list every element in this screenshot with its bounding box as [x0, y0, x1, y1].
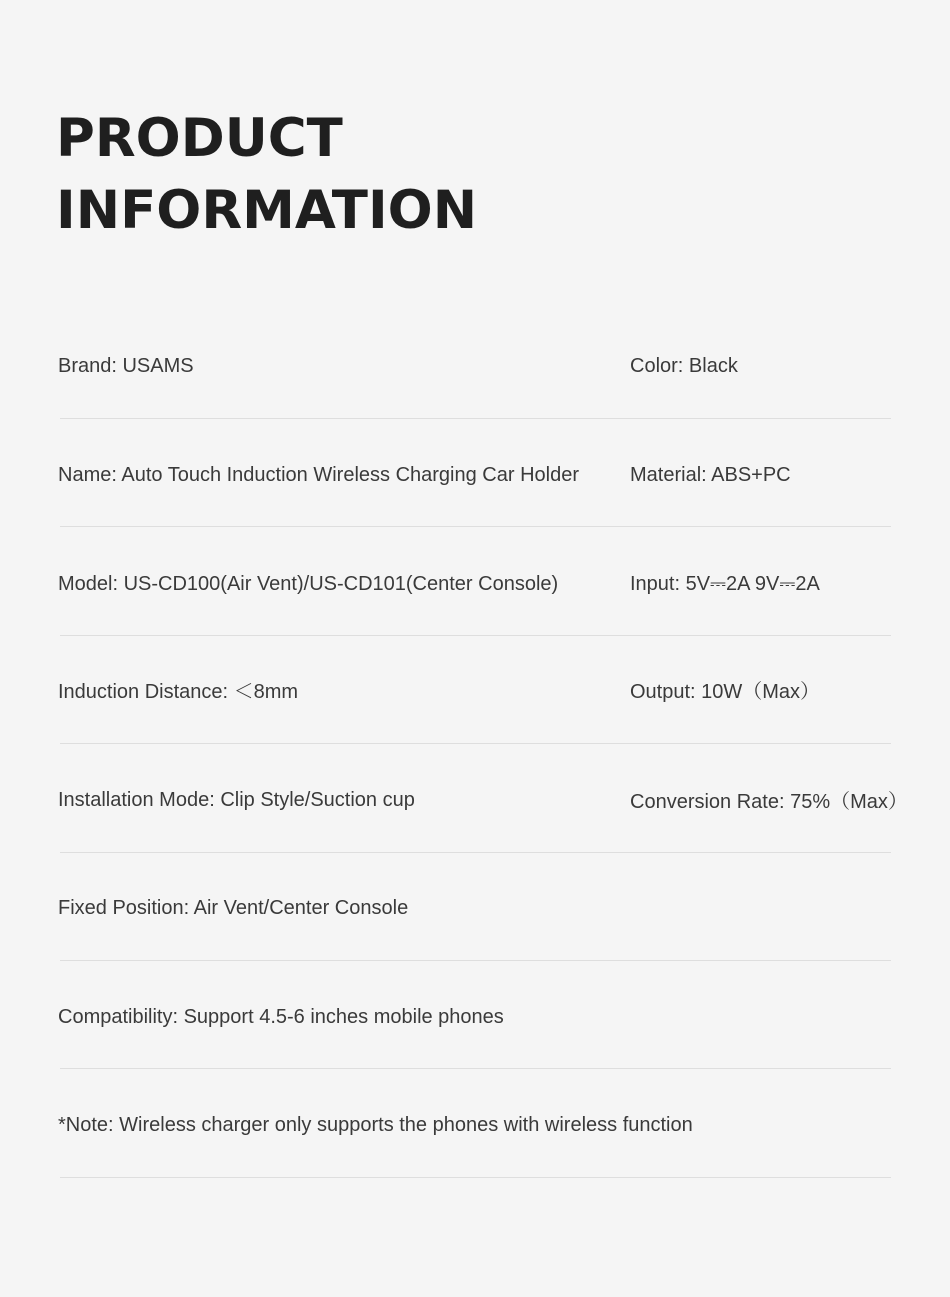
divider	[60, 635, 891, 636]
title-line-1: PRODUCT	[56, 108, 343, 169]
spec-installation-mode: Installation Mode: Clip Style/Suction cup	[58, 789, 415, 811]
divider	[60, 418, 891, 419]
spec-row-brand	[0, 354, 950, 462]
spec-name: Name: Auto Touch Induction Wireless Charging Car Holder	[58, 464, 579, 486]
spec-conversion-rate: Conversion Rate: 75%（Max）	[630, 791, 908, 813]
spec-row-fixed-position	[0, 896, 950, 1004]
page-title	[56, 103, 477, 247]
divider	[60, 526, 891, 527]
spec-model: Model: US-CD100(Air Vent)/US-CD101(Center Console)	[58, 573, 559, 595]
spec-output: Output: 10W（Max）	[630, 681, 821, 703]
spec-induction-distance: Induction Distance: ＜8mm	[58, 681, 299, 703]
spec-color: Color: Black	[630, 355, 738, 377]
spec-row-model	[0, 572, 950, 680]
divider	[60, 743, 891, 744]
spec-row-note	[0, 1113, 950, 1221]
spec-row-compatibility	[0, 1005, 950, 1113]
spec-input: Input: 5V⎓2A 9V⎓2A	[630, 573, 820, 595]
spec-row-name	[0, 463, 950, 571]
spec-fixed-position: Fixed Position: Air Vent/Center Console	[58, 897, 409, 919]
spec-compatibility: Compatibility: Support 4.5-6 inches mobile phones	[58, 1006, 504, 1028]
spec-row-induction-distance	[0, 680, 950, 788]
divider	[60, 852, 891, 853]
spec-brand: Brand: USAMS	[58, 355, 194, 377]
title-line-2: INFORMATION	[56, 180, 478, 241]
spec-note: *Note: Wireless charger only supports the phones with wireless function	[58, 1114, 693, 1136]
divider	[60, 1068, 891, 1069]
divider	[60, 960, 891, 961]
divider	[60, 1177, 891, 1178]
spec-material: Material: ABS+PC	[630, 464, 791, 486]
spec-row-installation-mode	[0, 788, 950, 896]
